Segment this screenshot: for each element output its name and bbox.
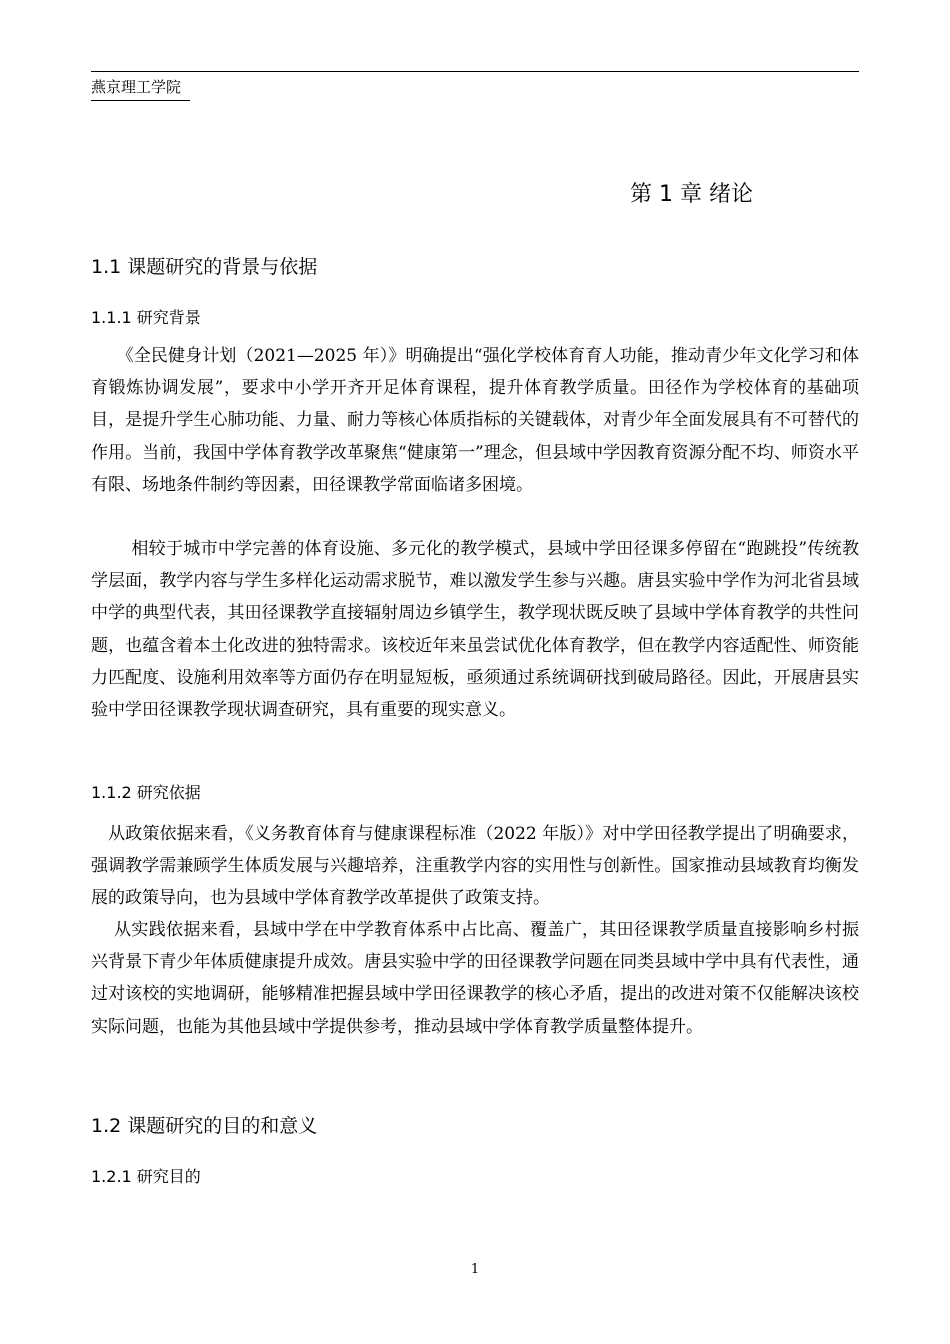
paragraph-basis-1: 从政策依据来看，《义务教育体育与健康课程标准（2022 年版）》对中学田径教学提出了明确要求，强调教学需兼顾学生体质发展与兴趣培养，注重教学内容的实用性与创新性。国家推动县域教育均衡发展的政策导向，也为县域中学体育教学改革提供了政策支持。	[91, 824, 859, 909]
subsection-heading-1-2-1: 1.2.1 研究目的	[91, 1167, 201, 1186]
page-number: 1	[470, 1262, 480, 1277]
subsection-heading-1-1-1: 1.1.1 研究背景	[91, 308, 201, 327]
paragraph-basis-2: 从实践依据来看，县域中学在中学教育体系中占比高、覆盖广，其田径课教学质量直接影响乡村振兴背景下青少年体质健康提升成效。唐县实验中学的田径课教学问题在同类县域中学中具有代表性，通过对该校的实地调研，能够精准把握县域中学田径课教学的核心矛盾，提出的改进对策不仅能解决该校实际问题，也能为其他县域中学提供参考，推动县域中学体育教学质量整体提升。	[91, 920, 859, 1037]
section-heading-1-1: 1.1 课题研究的背景与依据	[91, 256, 318, 278]
chapter-title: 第 1 章 绪论	[630, 182, 753, 207]
section-heading-1-2: 1.2 课题研究的目的和意义	[91, 1115, 318, 1137]
subsection-heading-1-1-2: 1.1.2 研究依据	[91, 783, 201, 802]
header-underline	[91, 100, 190, 101]
paragraph-background-1: 《全民健身计划（2021—2025 年）》明确提出“强化学校体育育人功能，推动青少年文化学习和体育锻炼协调发展”，要求中小学开齐开足体育课程，提升体育教学质量。田径作为学校体育的基础项目，是提升学生心肺功能、力量、耐力等核心体质指标的关键载体，对青少年全面发展具有不可替代的作用。当前，我国中学体育教学改革聚焦“健康第一”理念，但县域中学因教育资源分配不均、师资水平有限、场地条件制约等因素，田径课教学常面临诸多困境。	[91, 346, 859, 495]
paragraph-background-2: 相较于城市中学完善的体育设施、多元化的教学模式，县域中学田径课多停留在“跑跳投”传统教学层面，教学内容与学生多样化运动需求脱节，难以激发学生参与兴趣。唐县实验中学作为河北省县域中学的典型代表，其田径课教学直接辐射周边乡镇学生，教学现状既反映了县域中学体育教学的共性问题，也蕴含着本土化改进的独特需求。该校近年来虽尝试优化体育教学，但在教学内容适配性、师资能力匹配度、设施利用效率等方面仍存在明显短板，亟须通过系统调研找到破局路径。因此，开展唐县实验中学田径课教学现状调查研究，具有重要的现实意义。	[91, 539, 859, 721]
running-header: 燕京理工学院	[91, 78, 182, 96]
header-rule	[91, 71, 859, 72]
